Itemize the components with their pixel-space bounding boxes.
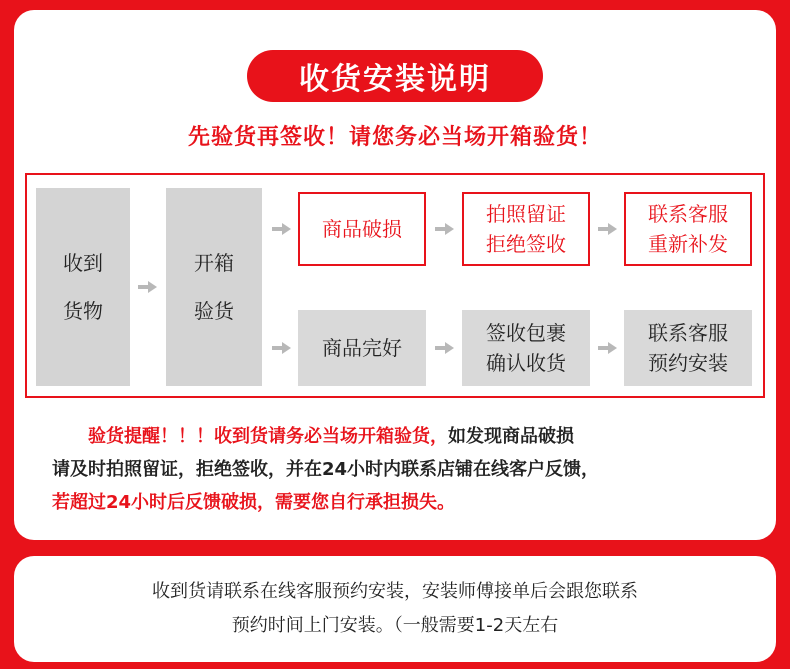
page-title: 收货安装说明 [247,50,543,102]
arrow-right-icon [608,342,617,354]
arrow-right-icon [445,223,454,235]
good-action-line1: 签收包裹 [486,321,566,345]
step-receive-goods [36,188,130,386]
damaged-condition-label: 商品破损 [322,217,402,241]
install-line-2: 预约时间上门安装。（一般需要1-2天左右 [231,615,559,636]
damaged-action-box [462,192,590,266]
notice-line-1-tail: 如发现商品破损 [448,426,574,447]
good-result-line2: 预约安装 [648,351,728,375]
damaged-result-box [624,192,752,266]
good-action-box [462,310,590,386]
good-result-line1: 联系客服 [648,321,728,345]
step-unbox-line1: 开箱 [194,251,234,275]
notice-line-3: 若超过24小时后反馈破损，需要您自行承担损失。 [52,492,456,513]
step-receive-line2: 货物 [63,299,103,323]
notice-line-1 [52,420,752,453]
install-line-1: 收到货请联系在线客服预约安装，安装师傅接单后会跟您联系 [152,581,638,602]
step-unbox-line2: 验货 [194,299,234,323]
inspection-notice [52,420,752,519]
notice-line-2: 请及时拍照留证，拒绝签收，并在24小时内联系店铺在线客户反馈， [52,459,600,480]
damaged-result-line2: 重新补发 [648,232,728,256]
good-action-line2: 确认收货 [486,351,566,375]
good-condition-label: 商品完好 [322,336,402,360]
damaged-condition-box [298,192,426,266]
arrow-right-icon [282,223,291,235]
damaged-action-line1: 拍照留证 [486,202,566,226]
good-condition-box [298,310,426,386]
good-result-box [624,310,752,386]
arrow-right-icon [608,223,617,235]
step-receive-line1: 收到 [63,251,103,275]
arrow-right-icon [445,342,454,354]
damaged-result-line1: 联系客服 [648,202,728,226]
notice-reminder-text: 验货提醒！！！收到货请务必当场开箱验货， [88,426,448,447]
arrow-right-icon [148,281,157,293]
page-subtitle: 先验货再签收！请您务必当场开箱验货！ [187,125,602,150]
installation-card [14,556,776,662]
step-unbox-inspect [166,188,262,386]
arrow-right-icon [282,342,291,354]
damaged-action-line2: 拒绝签收 [486,232,566,256]
